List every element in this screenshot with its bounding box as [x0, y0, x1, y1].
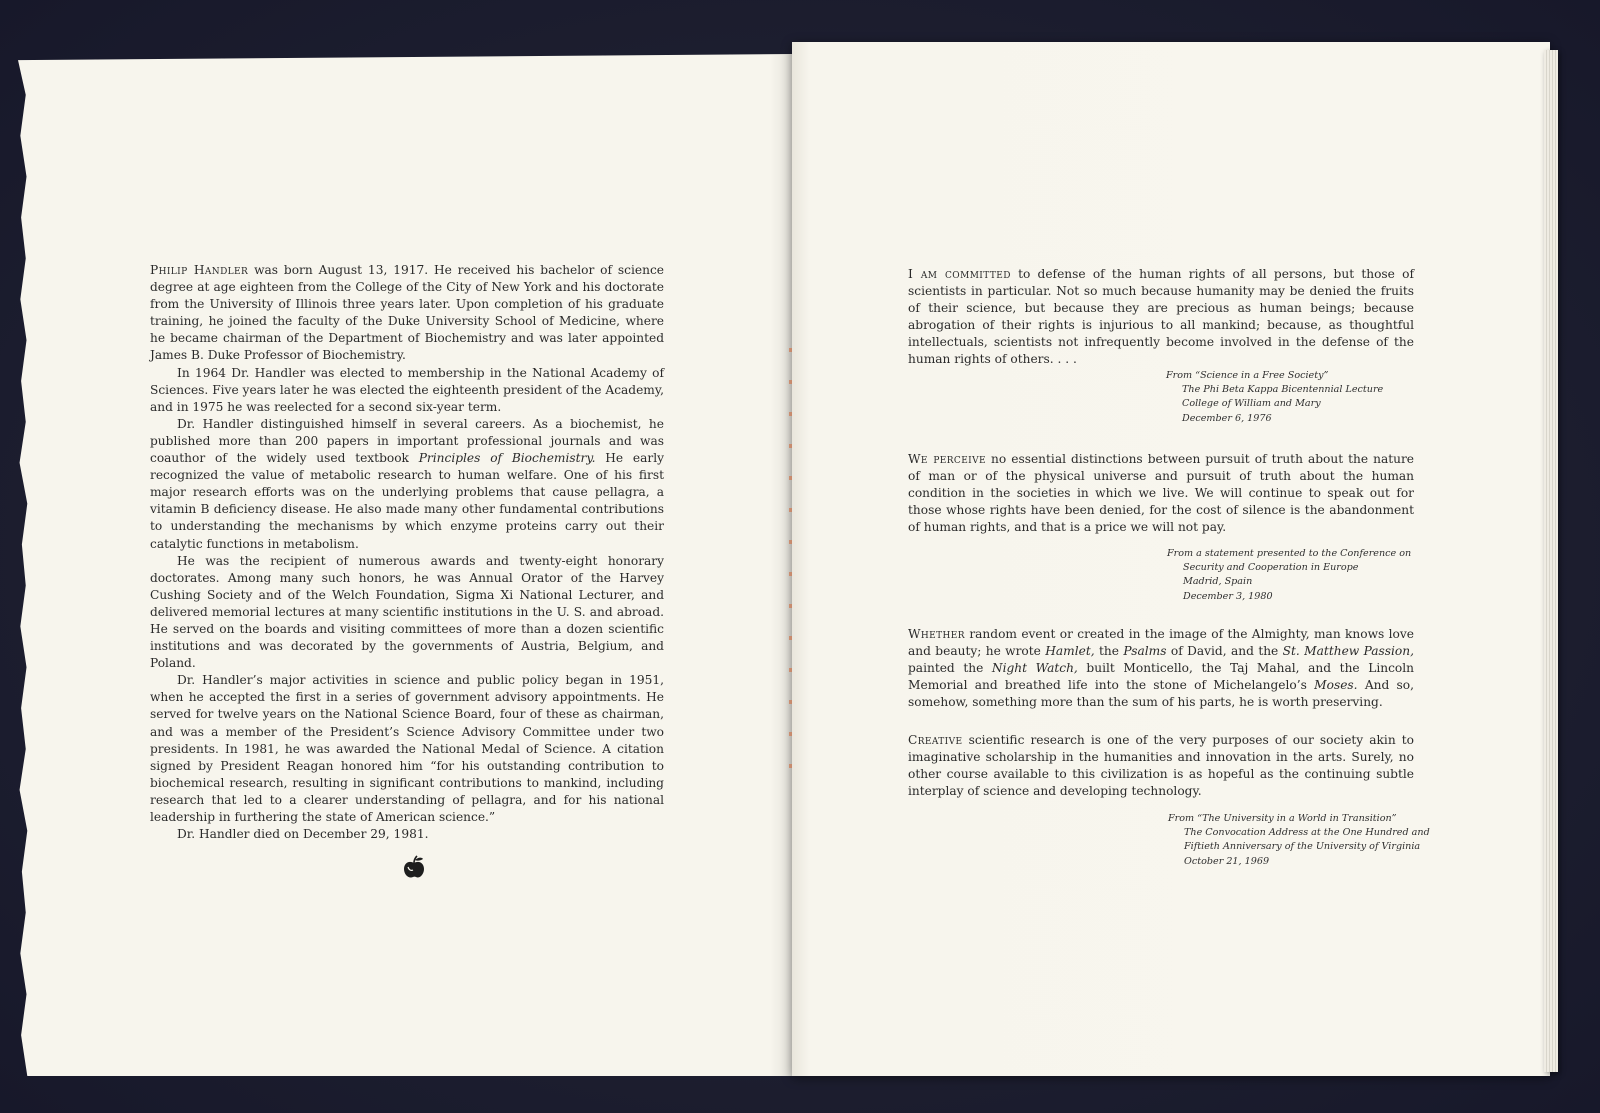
quote-3: [908, 626, 1414, 711]
apple-ornament-icon: [401, 854, 427, 880]
attribution-line: From “Science in a Free Society”: [1166, 370, 1329, 381]
attribution-line: Madrid, Spain: [1183, 576, 1253, 588]
quote-1-attribution: [1166, 369, 1383, 426]
bio-paragraph-1-text: was born August 13, 1917. He received his bachelor of science degree at age eighteen from the College of the City of New York and his doctorate from the University of Illinois three years later. Upon completion of his graduate training, he joined the faculty of the Duke University School of Medicine, where he became chairman of the Department of Biochemistry and was later appointed James B. Duke Professor of Biochemistry.: [150, 263, 664, 363]
attribution-line: From “The University in a World in Transition”: [1168, 813, 1397, 824]
attribution-line: College of William and Mary: [1182, 398, 1321, 410]
bio-paragraph-5: Dr. Handler’s major activities in science and public policy began in 1951, when he accepted the first in a series of government advisory appointments. He served for twelve years on the National Science Board, four of these as chairman, and was a member of the President’s Science Advisory Committee under two presidents. In 1981, he was awarded the National Medal of Science. A citation signed by President Reagan honored him “for his outstanding contribution to biochemical research, resulting in significant contributions to mankind, including research that led to a clearer understanding of pellagra, and for his national leadership in furthering the state of American science.”: [150, 673, 664, 824]
binding-stitches: [789, 320, 792, 790]
quote-3-text: built Monticello, the Taj Mahal, and the Lincoln Memorial and breathed life into the stone of Michelangelo’s: [908, 661, 1414, 693]
quote-3-text: of David, and the: [1166, 644, 1283, 659]
quote-2-lead: We perceive: [908, 452, 987, 466]
bio-paragraph-2: In 1964 Dr. Handler was elected to membership in the National Academy of Sciences. Five years later he was elected the eighteenth president of the Academy, and in 1975 he was reelected for a second six-year term.: [150, 365, 664, 414]
quote-2-attribution: [1167, 547, 1411, 604]
quote-1-text: to defense of the human rights of all persons, but those of scientists in particular. Not so much because humanity may be denied the fruits of their science, but because they are precious as human beings; because abrogation of their rights is injurious to all mankind; because, as thoughtful intellectuals, scientists not infrequently become involved in the defense of the human rights of others. . . .: [908, 267, 1414, 367]
bio-paragraph-3-text-b: He early recognized the value of metabolic research to human welfare. One of his first major research efforts was on the underlying problems that cause pellagra, a vitamin B deficiency disease. He also made many other fundamental contributions to understanding the mechanisms by which enzyme proteins carry out their catalytic functions in metabolism.: [150, 451, 664, 551]
work-title: Hamlet,: [1045, 644, 1095, 659]
biography-text: [150, 262, 664, 843]
work-title: Psalms: [1123, 644, 1167, 659]
quote-4-text: scientific research is one of the very purposes of our society akin to imaginative scholarship in the humanities and innovation in the arts. Surely, no other course available to this civilization is as hopeful as the continuing subtle interplay of science and developing technology.: [908, 733, 1414, 799]
quote-3-lead: Whether: [908, 627, 965, 641]
quote-2-text: no essential distinctions between pursuit of truth about the nature of man or of the physical universe and pursuit of truth about the human condition in the societies in which we live. We will continue to speak out for those whose rights have been denied, for the cost of silence is the abandonment of human rights, and that is a price we will not pay.: [908, 452, 1414, 535]
work-title: Night Watch,: [991, 661, 1078, 676]
attribution-line: From a statement presented to the Conference on: [1167, 548, 1412, 559]
quote-4: [908, 732, 1414, 800]
bio-paragraph-6: Dr. Handler died on December 29, 1981.: [177, 827, 429, 842]
attribution-line: The Convocation Address at the One Hundred and: [1184, 827, 1430, 839]
quote-3-text: random event or created in the image of the Almighty, man knows love and beauty; he wrote: [908, 627, 1414, 659]
bio-lead-name: Philip Handler: [150, 263, 249, 277]
page-edges: [1544, 50, 1558, 1072]
bio-paragraph-3-text-a: Dr. Handler distinguished himself in several careers. As a biochemist, he published more than 200 papers in important professional journals and was coauthor of the widely used textbook: [150, 416, 664, 466]
quote-4-lead: Creative: [908, 733, 963, 747]
quote-3-text: the: [1094, 644, 1124, 659]
attribution-line: October 21, 1969: [1184, 855, 1270, 867]
quote-2: [908, 451, 1414, 536]
book-title: Principles of Biochemistry.: [418, 451, 596, 466]
quote-4-attribution: [1168, 812, 1430, 869]
bio-paragraph-1: [150, 262, 664, 365]
quote-3-text: painted the: [908, 661, 992, 676]
attribution-line: Fiftieth Anniversary of the University of Virginia: [1184, 841, 1421, 853]
attribution-line: The Phi Beta Kappa Bicentennial Lecture: [1182, 384, 1384, 396]
quote-1-lead: I am committed: [908, 267, 1011, 281]
attribution-line: Security and Cooperation in Europe: [1183, 562, 1359, 574]
work-title: Moses.: [1314, 678, 1358, 693]
quote-3-text: And so, somehow, something more than the sum of his parts, he is worth preserving.: [908, 678, 1415, 710]
attribution-line: December 6, 1976: [1182, 412, 1272, 424]
bio-paragraph-3: [150, 416, 664, 553]
attribution-line: December 3, 1980: [1183, 590, 1273, 602]
bio-paragraph-4: He was the recipient of numerous awards and twenty-eight honorary doctorates. Among many such honors, he was Annual Orator of the Harvey Cushing Society and of the Welch Foundation, Sigma Xi National Lecturer, and delivered memorial lectures at many scientific institutions in the U. S. and abroad. He served on the boards and visiting committees of more than a dozen scientific institutions and was decorated by the governments of Austria, Belgium, and Poland.: [150, 553, 664, 671]
work-title: St. Matthew Passion,: [1282, 644, 1414, 659]
quote-1: [908, 266, 1414, 369]
